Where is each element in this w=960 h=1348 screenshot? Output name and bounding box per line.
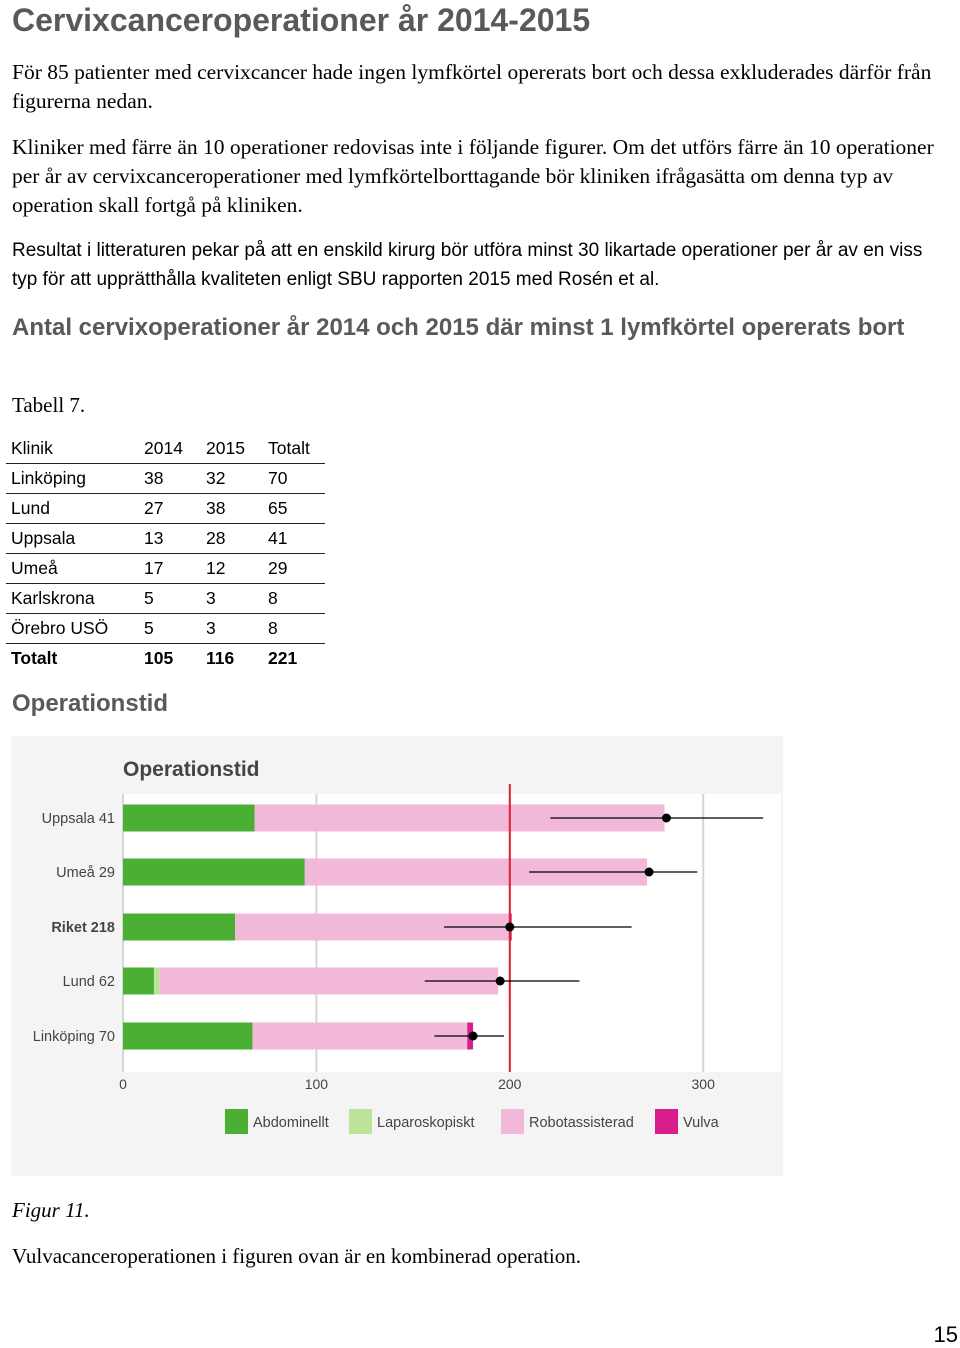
data-point xyxy=(645,868,654,877)
data-point xyxy=(662,814,671,823)
table-row xyxy=(6,554,325,584)
table-cell: 3 xyxy=(201,614,263,644)
header-cell: Totalt xyxy=(263,434,325,464)
table-cell: Karlskrona xyxy=(6,584,139,614)
table-header-row xyxy=(6,434,325,464)
header-cell: 2015 xyxy=(201,434,263,464)
page-number: 15 xyxy=(933,1322,958,1347)
legend-label: Abdominellt xyxy=(253,1115,329,1131)
table-cell: 65 xyxy=(263,494,325,524)
table-row xyxy=(6,614,325,644)
table-cell: Linköping xyxy=(6,464,139,494)
operations-table xyxy=(6,434,325,673)
y-category-label: Linköping 70 xyxy=(32,1029,115,1045)
table-caption: Tabell 7. xyxy=(12,393,86,417)
chart-svg xyxy=(11,736,783,1176)
legend-label: Vulva xyxy=(683,1115,719,1131)
intro-paragraph-1: För 85 patienter med cervixcancer hade ingen lymfkörtel opererats bort och dessa exkluderades därför från figurerna nedan. xyxy=(12,60,932,113)
legend-swatch xyxy=(225,1109,248,1134)
x-tick-label: 0 xyxy=(119,1076,127,1092)
figure-caption: Figur 11. xyxy=(12,1198,90,1222)
table-cell: 221 xyxy=(268,648,298,668)
chart-title: Operationstid xyxy=(123,758,260,781)
table-cell: 12 xyxy=(201,554,263,584)
table-cell: 5 xyxy=(139,584,201,614)
page-title: Cervixcanceroperationer år 2014-2015 xyxy=(12,2,591,38)
table-cell: 27 xyxy=(139,494,201,524)
x-tick-label: 300 xyxy=(691,1076,715,1092)
y-category-label: Lund 62 xyxy=(62,974,115,990)
table-cell: Totalt xyxy=(11,648,58,668)
table-cell: 8 xyxy=(263,614,325,644)
legend-swatch xyxy=(349,1109,372,1134)
bar-segment xyxy=(123,914,235,941)
table-row xyxy=(6,584,325,614)
table-cell: Umeå xyxy=(6,554,139,584)
x-tick-label: 200 xyxy=(498,1076,522,1092)
table-cell: 38 xyxy=(201,494,263,524)
footer-text: Vulvacanceroperationen i figuren ovan är en kombinerad operation. xyxy=(12,1244,581,1268)
table-cell: 8 xyxy=(263,584,325,614)
table-cell: 13 xyxy=(139,524,201,554)
table-total-row xyxy=(6,644,325,674)
header-cell: 2014 xyxy=(139,434,201,464)
table-cell: 17 xyxy=(139,554,201,584)
chart-heading: Operationstid xyxy=(12,690,169,717)
legend-label: Laparoskopiskt xyxy=(377,1115,475,1131)
table-cell: 5 xyxy=(139,614,201,644)
data-point xyxy=(505,923,514,932)
table-cell: Lund xyxy=(6,494,139,524)
table-cell: Örebro USÖ xyxy=(6,614,139,644)
table-cell: 29 xyxy=(263,554,325,584)
table-cell: 116 xyxy=(206,648,235,668)
table-cell: 38 xyxy=(139,464,201,494)
table-cell: Uppsala xyxy=(6,524,139,554)
y-category-label: Riket 218 xyxy=(51,920,115,936)
bar-segment xyxy=(123,1023,253,1050)
bar-segment xyxy=(154,968,160,995)
table-cell: 28 xyxy=(201,524,263,554)
table-cell: 32 xyxy=(201,464,263,494)
intro-paragraph-2: Kliniker med färre än 10 operationer redovisas inte i följande figurer. Om det utförs färre än 10 operationer per år av cervixcanceroperationer med lymfkörtelborttagande bör kliniken ifrågasätta om denna typ av operation skall fortgå på kliniken. xyxy=(12,135,934,217)
bar-segment xyxy=(123,968,154,995)
bar-segment xyxy=(123,805,255,832)
x-tick-label: 100 xyxy=(304,1076,329,1092)
data-point xyxy=(496,977,505,986)
legend-swatch xyxy=(501,1109,524,1134)
table-cell: 70 xyxy=(263,464,325,494)
legend-label: Robotassisterad xyxy=(529,1115,634,1131)
table-row xyxy=(6,464,325,494)
table-row xyxy=(6,524,325,554)
legend-swatch xyxy=(655,1109,678,1134)
table-cell: 41 xyxy=(263,524,325,554)
data-point xyxy=(469,1032,478,1041)
operation-time-chart xyxy=(11,736,783,1176)
section-heading: Antal cervixoperationer år 2014 och 2015 där minst 1 lymfkörtel opererats bort xyxy=(12,314,905,341)
y-category-label: Umeå 29 xyxy=(56,865,115,881)
y-category-label: Uppsala 41 xyxy=(41,811,115,827)
header-cell: Klinik xyxy=(6,434,139,464)
table-row xyxy=(6,494,325,524)
table-cell: 105 xyxy=(144,648,174,668)
table-cell: 3 xyxy=(201,584,263,614)
bar-segment xyxy=(123,859,305,886)
intro-paragraph-3: Resultat i litteraturen pekar på att en enskild kirurg bör utföra minst 30 likartade operationer per år av en viss typ för att upprätthålla kvaliteten enligt SBU rapporten 2015 med Rosén et al. xyxy=(12,240,923,290)
